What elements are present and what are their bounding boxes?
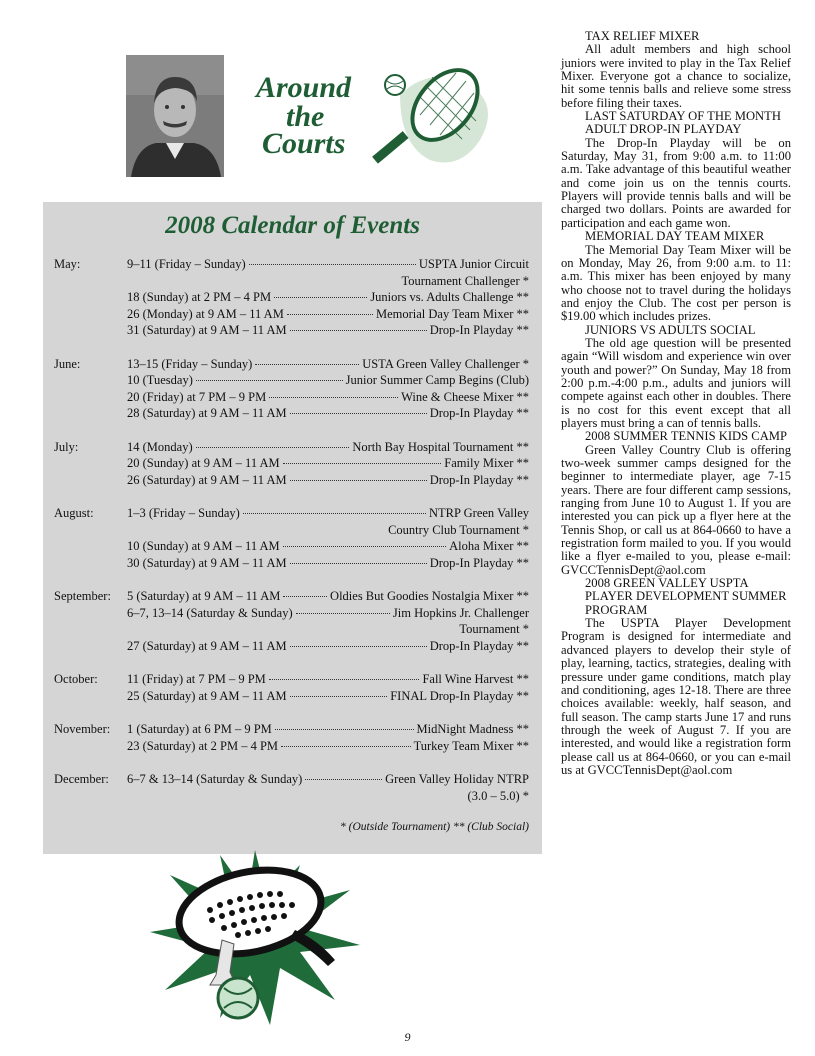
event-date: 6–7 & 13–14 (Saturday & Sunday) [127,772,303,786]
event-name: Green Valley Holiday NTRP [385,772,529,786]
article-paragraph: Green Valley Country Club is offering two-week summer camps designed for the beginner to intermediate player, age 7-15 years. There are four different camp sessions, ranging from June 10 to August 1. If you are interested you can pick up a flyer here at the Tennis Shop, or call us at 864-0660 to have a registration form mailed to you. If you would like a flyer e-mailed to you, please e-mail: GVCCTennisDept@aol.com [561,442,791,577]
title-courts: Courts [262,127,346,160]
leader-dots [269,397,398,398]
event-date: 26 (Monday) at 9 AM – 11 AM [127,306,284,321]
article-paragraph: The old age question will be presented again “Will wisdom and experience win over youth and power?” On Sunday, May 18 from 2:00 p.m.-4:00 p.m., adults and juniors will compete against each other in doubles. There is no cost for this event except that all players must bring a can of tennis balls. [561,335,791,430]
title-the: the [286,100,325,133]
event-date: 23 (Saturday) at 2 PM – 4 PM [127,738,279,753]
event-date: 1–3 (Friday – Sunday) [127,506,240,520]
event-date: 13–15 (Friday – Sunday) [127,356,253,371]
leader-dots [290,330,427,331]
event-name: USTA Green Valley Challenger * [362,356,529,371]
leader-dots [283,546,446,547]
leader-dots [255,364,359,365]
event-row [127,671,529,688]
event-row [127,405,529,422]
leader-dots [290,696,388,697]
leader-dots [274,297,367,298]
tennis-star-graphic [150,850,360,1025]
article-heading: JUNIORS VS ADULTS SOCIAL [585,322,756,337]
event-row [127,605,529,622]
event-row [127,738,529,755]
month-label: July: [54,439,79,454]
article-paragraph: All adult members and high school juniors were invited to play in the Tax Relief Mixer. Everyone got a chance to socialize, hit some tennis balls and relieve some stress before filing their taxes. [561,42,791,110]
leader-dots [196,380,343,381]
event-row [127,389,529,406]
calendar-title: 2008 Calendar of Events [165,212,420,239]
event-name: Drop-In Playday ** [429,406,529,420]
article-heading: 2008 SUMMER TENNIS KIDS CAMP [585,429,787,444]
leader-dots [290,413,427,414]
event-date: 11 (Friday) at 7 PM – 9 PM [127,672,266,686]
event-name: Family Mixer ** [444,456,529,470]
event-row [127,588,529,605]
leader-dots [290,563,427,564]
event-row [127,555,529,572]
event-name: Juniors vs. Adults Challenge ** [370,290,529,304]
event-name-continued: (3.0 – 5.0) * [467,788,529,803]
event-date: 10 (Tuesday) [127,373,193,387]
leader-dots [305,779,382,780]
news-column [561,30,791,777]
event-row [127,273,529,290]
event-name: Aloha Mixer ** [449,539,529,553]
month-label: December: [54,772,109,786]
calendar-of-events [43,202,542,854]
event-date: 9–11 (Friday – Sunday) [127,257,246,271]
event-date: 27 (Saturday) at 9 AM – 11 AM [127,638,287,653]
event-row [127,538,529,555]
around-the-courts-header [230,45,530,205]
racket-ball-icon [150,850,360,1025]
month-label: October: [54,672,98,686]
article-paragraph: The Drop-In Playday will be on Saturday, May 31, from 9:00 a.m. to 11:00 a.m. Take advantage of this beautiful weather and come join us on the tennis courts. Players will provide tennis balls and will be charged two dollars. Points are awarded for participation and each game won. [561,135,791,230]
leader-dots [243,513,426,514]
leader-dots [269,679,420,680]
leader-dots [296,613,390,614]
calendar-legend: * (Outside Tournament) ** (Club Social) [340,821,529,833]
leader-dots [249,264,416,265]
month-label: September: [54,589,111,603]
event-row [127,721,529,738]
event-row [127,621,529,638]
event-name: Jim Hopkins Jr. Challenger [392,605,529,620]
event-date: 1 (Saturday) at 6 PM – 9 PM [127,722,272,736]
leader-dots [283,596,327,597]
event-date: 31 (Saturday) at 9 AM – 11 AM [127,323,287,337]
event-name: MidNight Madness ** [416,722,529,736]
event-row [127,455,529,472]
event-date: 14 (Monday) [127,439,193,454]
event-name-continued: Tournament * [459,622,529,636]
article-heading: 2008 GREEN VALLEY USPTA PLAYER DEVELOPMENT SUMMER PROGRAM [585,576,787,617]
event-row [127,788,529,805]
event-row [127,256,529,273]
event-name: Drop-In Playday ** [429,323,529,337]
leader-dots [287,314,373,315]
event-name-continued: Country Club Tournament * [388,522,529,537]
event-name: Oldies But Goodies Nostalgia Mixer ** [330,589,529,603]
event-date: 20 (Friday) at 7 PM – 9 PM [127,389,267,404]
event-date: 26 (Saturday) at 9 AM – 11 AM [127,472,287,487]
event-date: 28 (Saturday) at 9 AM – 11 AM [127,406,287,420]
event-row [127,306,529,323]
event-date: 30 (Saturday) at 9 AM – 11 AM [127,555,287,570]
event-row [127,322,529,339]
event-name: North Bay Hospital Tournament ** [352,439,529,454]
event-name: Junior Summer Camp Begins (Club) [345,373,529,387]
leader-dots [283,463,442,464]
leader-dots [281,746,411,747]
event-row [127,771,529,788]
event-row [127,688,529,705]
article-paragraph: The Memorial Day Team Mixer will be on Monday, May 26, from 9:00 a.m. to 11: a.m. This mixer has been enjoyed by many who choose not to travel during the holidays and enjoy the Club. The cost per person is $19.00 which includes prizes. [561,242,791,324]
event-date: 10 (Sunday) at 9 AM – 11 AM [127,539,280,553]
event-row [127,372,529,389]
event-name: Drop-In Playday ** [429,555,529,570]
page-number: 9 [404,1030,411,1044]
event-name: Turkey Team Mixer ** [413,738,529,753]
article-heading: MEMORIAL DAY TEAM MIXER [585,229,765,244]
event-date: 5 (Saturday) at 9 AM – 11 AM [127,589,281,603]
event-row [127,472,529,489]
article-paragraph: The USPTA Player Development Program is designed for intermediate and advanced players to develop their style of play, learning, tactics, strategies, dealing with pressure under game conditions, match play and conditioning, ages 12-18. There are three choices available: weekly, half season, and full season. The camp starts June 17 and runs through the week of August 7. If you are interested, and would like a registration form please call us at 864-0660, or you can e-mail us at GVCCTennisDept@aol.com [561,616,791,777]
event-row [127,522,529,539]
event-date: 6–7, 13–14 (Saturday & Sunday) [127,605,293,620]
event-name: Fall Wine Harvest ** [422,672,529,686]
event-name-continued: Tournament Challenger * [401,273,529,288]
month-label: August: [54,506,94,520]
event-row [127,439,529,456]
event-row [127,638,529,655]
leader-dots [275,729,414,730]
leader-dots [290,480,427,481]
month-label: May: [54,257,81,271]
event-name: USPTA Junior Circuit [418,257,529,271]
event-name: Drop-In Playday ** [429,472,529,487]
event-date: 20 (Sunday) at 9 AM – 11 AM [127,456,280,470]
leader-dots [196,447,350,448]
event-date: 25 (Saturday) at 9 AM – 11 AM [127,688,287,703]
event-name: Drop-In Playday ** [429,638,529,653]
title-around: Around [256,71,352,104]
event-name: Memorial Day Team Mixer ** [375,306,529,321]
author-photo [126,55,224,177]
article-heading: TAX RELIEF MIXER [585,29,700,43]
event-name: FINAL Drop-In Playday ** [390,688,529,703]
article-heading: LAST SATURDAY OF THE MONTH ADULT DROP-IN PLAYDAY [585,109,781,137]
racket-icon [230,45,530,205]
month-label: November: [54,722,111,736]
event-row [127,356,529,373]
event-date: 18 (Sunday) at 2 PM – 4 PM [127,290,272,304]
portrait-image [126,55,224,177]
event-row [127,289,529,306]
event-name: NTRP Green Valley [429,506,529,520]
event-row [127,505,529,522]
leader-dots [290,646,427,647]
event-name: Wine & Cheese Mixer ** [401,389,529,404]
month-label: June: [54,356,81,371]
